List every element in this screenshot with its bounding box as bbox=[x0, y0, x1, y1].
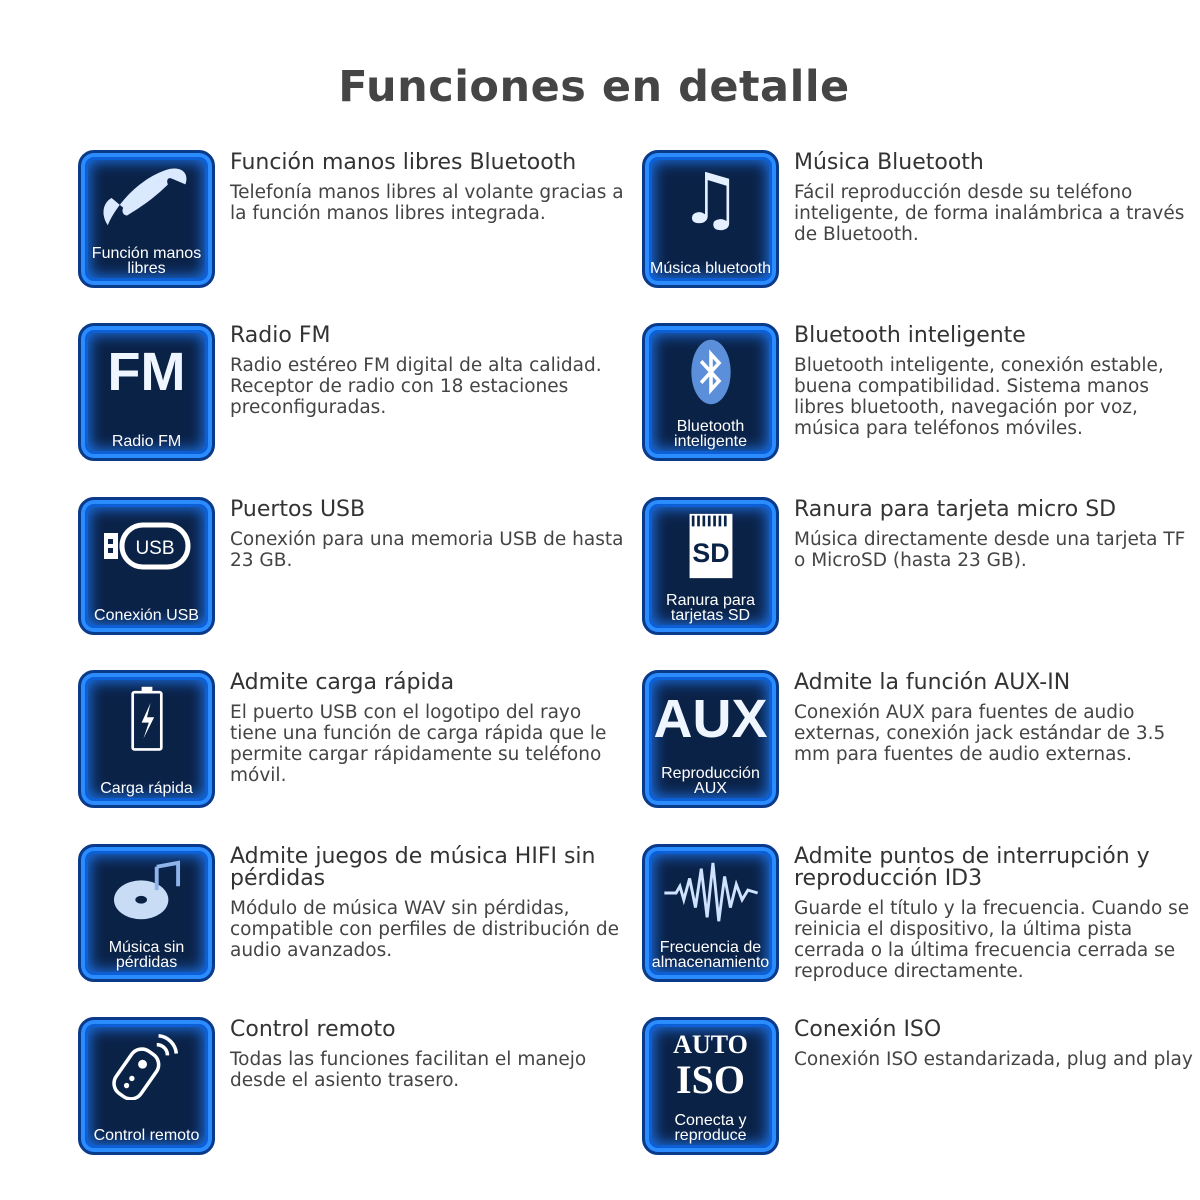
feature-description: Bluetooth inteligente, conexión estable, buena compatibilidad. Sistema manos libres bluetooth, navegación por voz, música para teléfonos móviles. bbox=[794, 355, 1164, 440]
svg-text:USB: USB bbox=[134, 537, 175, 559]
feature-description: Módulo de música WAV sin pérdidas, compatible con perfiles de distribución de audio avanzados. bbox=[230, 897, 620, 961]
feature-item bbox=[642, 323, 1200, 463]
feature-heading: Control remoto bbox=[230, 1017, 396, 1042]
icon-label: Bluetooth inteligente bbox=[674, 418, 747, 451]
usb-icon bbox=[81, 510, 212, 582]
feature-icon-tile bbox=[642, 844, 779, 982]
feature-description: Radio estéreo FM digital de alta calidad. Receptor de radio con 18 estaciones preconfiguradas. bbox=[230, 355, 602, 419]
icon-label: Función manos libres bbox=[91, 245, 202, 277]
battery-bolt-icon bbox=[81, 683, 212, 755]
feature-heading: Admite la función AUX-IN bbox=[794, 670, 1071, 696]
feature-description: El puerto USB con el logotipo del rayo tiene una función de carga rápida que le permite cargar rápidamente su teléfono móvil. bbox=[230, 702, 607, 787]
feature-description: Guarde el título y la frecuencia. Cuando se reinicia el dispositivo, la última pista cerrada o la última frecuencia cerrada se reproduce directamente. bbox=[794, 897, 1190, 982]
feature-item bbox=[78, 497, 638, 637]
icon-label: Música sin pérdidas bbox=[108, 938, 185, 971]
disc-icon bbox=[81, 857, 212, 929]
feature-icon-tile bbox=[78, 1017, 215, 1155]
feature-heading: Admite juegos de música HIFI sin pérdidas bbox=[230, 843, 596, 891]
icon-label: Control remoto bbox=[93, 1127, 200, 1144]
icon-label: Ranura para tarjetas SD bbox=[666, 591, 755, 624]
feature-heading: Música Bluetooth bbox=[794, 150, 984, 175]
waveform-icon bbox=[645, 857, 776, 929]
feature-heading: Puertos USB bbox=[230, 496, 366, 522]
feature-heading: Admite carga rápida bbox=[230, 670, 455, 696]
feature-icon-tile bbox=[642, 1017, 779, 1155]
feature-item bbox=[642, 1017, 1200, 1157]
feature-heading: Conexión ISO bbox=[794, 1017, 942, 1042]
icon-label: Frecuencia de almacenamiento bbox=[651, 938, 770, 971]
svg-text:SD: SD bbox=[691, 537, 730, 568]
feature-heading: Admite puntos de interrupción y reproducción ID3 bbox=[794, 843, 1150, 891]
feature-item bbox=[642, 497, 1200, 637]
icon-label: Música bluetooth bbox=[650, 260, 771, 277]
music-note-icon: ♫ bbox=[679, 163, 742, 235]
feature-description: Conexión para una memoria USB de hasta 23 GB. bbox=[230, 528, 624, 571]
feature-icon-tile bbox=[642, 670, 779, 808]
feature-icon-tile bbox=[642, 323, 779, 461]
feature-icon-tile bbox=[78, 670, 215, 808]
feature-item bbox=[78, 844, 638, 984]
feature-item bbox=[642, 150, 1200, 290]
feature-icon-tile bbox=[78, 497, 215, 635]
feature-heading: Ranura para tarjeta micro SD bbox=[794, 496, 1117, 522]
icon-label: Radio FM bbox=[111, 433, 182, 451]
feature-item bbox=[78, 670, 638, 810]
fm-icon: FM bbox=[107, 342, 186, 403]
feature-description: Fácil reproducción desde su teléfono inteligente, de forma inalámbrica a través de Bluetooth. bbox=[794, 182, 1185, 245]
auto-iso-icon: AUTO ISO bbox=[673, 1030, 748, 1102]
feature-item bbox=[642, 844, 1200, 984]
aux-icon: AUX bbox=[653, 689, 768, 750]
feature-description: Conexión AUX para fuentes de audio externas, conexión jack estándar de 3.5 mm para fuentes de audio externas. bbox=[794, 702, 1166, 766]
page-title: Funciones en detalle bbox=[338, 62, 850, 112]
feature-icon-tile bbox=[642, 150, 779, 288]
feature-item bbox=[78, 1017, 638, 1157]
feature-item bbox=[78, 150, 638, 290]
feature-description: Música directamente desde una tarjeta TF o MicroSD (hasta 23 GB). bbox=[794, 528, 1186, 571]
feature-icon-tile bbox=[78, 150, 215, 288]
icon-label: Reproducción AUX bbox=[661, 765, 760, 798]
icon-label: Conecta y reproduce bbox=[674, 1112, 747, 1144]
bluetooth-icon bbox=[645, 336, 776, 408]
feature-heading: Radio FM bbox=[230, 323, 331, 349]
icon-label: Conexión USB bbox=[94, 606, 199, 624]
feature-icon-tile bbox=[78, 323, 215, 461]
sd-card-icon bbox=[645, 510, 776, 582]
feature-heading: Función manos libres Bluetooth bbox=[230, 150, 577, 175]
feature-item bbox=[642, 670, 1200, 810]
feature-icon-tile bbox=[642, 497, 779, 635]
icon-label: Carga rápida bbox=[100, 780, 193, 798]
feature-heading: Bluetooth inteligente bbox=[794, 323, 1026, 349]
remote-control-icon bbox=[81, 1030, 212, 1102]
feature-description: Telefonía manos libres al volante gracias a la función manos libres integrada. bbox=[230, 182, 624, 224]
feature-item bbox=[78, 323, 638, 463]
feature-description: Conexión ISO estandarizada, plug and play bbox=[794, 1049, 1193, 1070]
feature-description: Todas las funciones facilitan el manejo desde el asiento trasero. bbox=[230, 1049, 587, 1091]
phone-icon bbox=[81, 163, 212, 235]
feature-icon-tile bbox=[78, 844, 215, 982]
